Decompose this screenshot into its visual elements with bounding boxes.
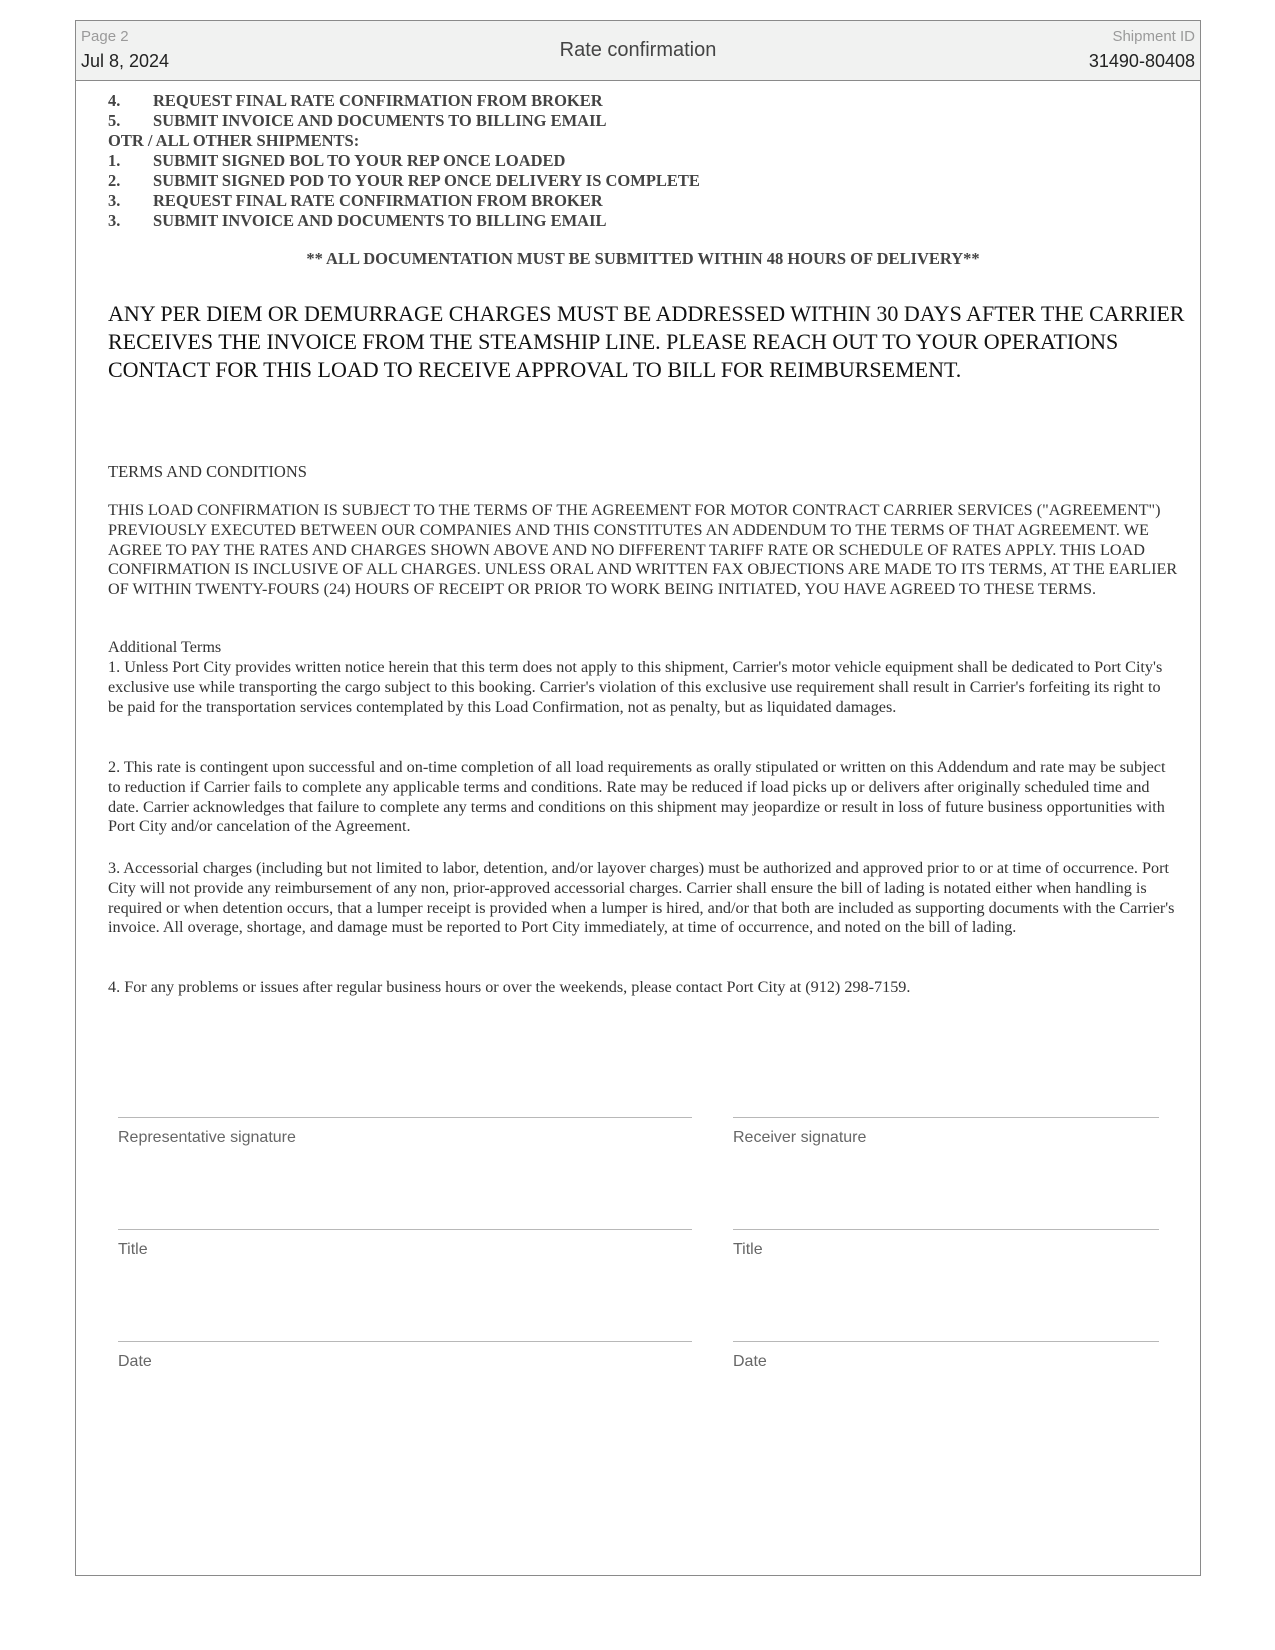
- receiver-signature-label: Receiver signature: [733, 1129, 867, 1146]
- representative-date-line[interactable]: [118, 1341, 692, 1342]
- document-date: Jul 8, 2024: [81, 51, 170, 71]
- step-item: 4. REQUEST FINAL RATE CONFIRMATION FROM BROKER: [108, 91, 603, 110]
- terms-body: THIS LOAD CONFIRMATION IS SUBJECT TO THE TERMS OF THE AGREEMENT FOR MOTOR CONTRACT CARRIER SERVICES ("AGREEMENT") PREVIOUSLY EXECUTED BETWEEN OUR COMPANIES AND THIS CONSTITUTES AN ADDENDUM TO THE TERMS OF THAT AGREEMENT. WE AGREE TO PAY THE RATES AND CHARGES SHOWN ABOVE AND NO DIFFERENT TARIFF RATE OR SCHEDULE OF RATES APPLY. THIS LOAD CONFIRMATION IS INCLUSIVE OF ALL CHARGES. UNLESS ORAL AND WRITTEN FAX OBJECTIONS ARE MADE TO ITS TERMS, AT THE EARLIER OF WITHIN TWENTY-FOURS (24) HOURS OF RECEIPT OR PRIOR TO WORK BEING INITIATED, YOU HAVE AGREED TO THESE TERMS.: [108, 501, 1178, 599]
- shipment-id: 31490-80408: [1088, 51, 1195, 71]
- step-item: 3. REQUEST FINAL RATE CONFIRMATION FROM BROKER: [108, 191, 603, 210]
- additional-term-4: 4. For any problems or issues after regular business hours or over the weekends, please contact Port City at (912) 298-7159.: [108, 978, 911, 996]
- representative-date-label: Date: [118, 1353, 152, 1370]
- additional-term-1: 1. Unless Port City provides written notice herein that this term does not apply to this shipment, Carrier's motor vehicle equipment shall be dedicated to Port City's exclusive use while transporting the cargo subject to this booking. Carrier's violation of this exclusive use requirement shall result in Carrier's forfeiting its right to be paid for the transportation services contemplated by this Load Confirmation, not as penalty, but as liquidated damages.: [108, 658, 1163, 716]
- terms-heading: TERMS AND CONDITIONS: [108, 462, 307, 481]
- header-right: [1089, 28, 1195, 73]
- otr-heading: OTR / ALL OTHER SHIPMENTS:: [108, 131, 360, 150]
- receiver-title-line[interactable]: [733, 1229, 1159, 1230]
- additional-terms-heading: Additional Terms: [108, 638, 222, 656]
- document-page: [75, 20, 1201, 1576]
- page-header: [76, 21, 1200, 81]
- representative-signature-label: Representative signature: [118, 1129, 296, 1146]
- additional-term-2: 2. This rate is contingent upon successful and on-time completion of all load requirements as orally stipulated or written on this Addendum and rate may be subject to reduction if Carrier fails to complete any applicable terms and conditions. Rate may be reduced if load picks up or delivers after originally scheduled time and date. Carrier acknowledges that failure to complete any terms and conditions on this shipment may jeopardize or result in loss of future business opportunities with Port City and/or cancelation of the Agreement.: [108, 758, 1166, 836]
- receiver-title-label: Title: [733, 1241, 763, 1258]
- step-item: 5. SUBMIT INVOICE AND DOCUMENTS TO BILLING EMAIL: [108, 111, 607, 130]
- additional-term-3: 3. Accessorial charges (including but not limited to labor, detention, and/or layover charges) must be authorized and approved prior to or at time of occurrence. Port City will not provide any reimbursement of any non, prior-approved accessorial charges. Carrier shall ensure the bill of lading is notated either when handling is required or when detention occurs, that a lumper receipt is provided when a lumper is hired, and/or that both are included as supporting documents with the Carrier's invoice. All overage, shortage, and damage must be reported to Port City immediately, at time of occurrence, and noted on the bill of lading.: [108, 859, 1175, 937]
- receiver-date-label: Date: [733, 1353, 767, 1370]
- representative-title-line[interactable]: [118, 1229, 692, 1230]
- representative-signature-line[interactable]: [118, 1117, 692, 1118]
- document-title: Rate confirmation: [559, 39, 717, 61]
- step-item: 2. SUBMIT SIGNED POD TO YOUR REP ONCE DELIVERY IS COMPLETE: [108, 171, 700, 190]
- shipment-id-label: Shipment ID: [1112, 28, 1195, 45]
- step-item: 3. SUBMIT INVOICE AND DOCUMENTS TO BILLING EMAIL: [108, 211, 607, 230]
- step-item: 1. SUBMIT SIGNED BOL TO YOUR REP ONCE LOADED: [108, 151, 566, 170]
- documentation-notice: ** ALL DOCUMENTATION MUST BE SUBMITTED WITHIN 48 HOURS OF DELIVERY**: [306, 249, 980, 268]
- page-number: Page 2: [81, 28, 129, 45]
- representative-title-label: Title: [118, 1241, 148, 1258]
- per-diem-notice: ANY PER DIEM OR DEMURRAGE CHARGES MUST BE ADDRESSED WITHIN 30 DAYS AFTER THE CARRIER RECEIVES THE INVOICE FROM THE STEAMSHIP LINE. PLEASE REACH OUT TO YOUR OPERATIONS CONTACT FOR THIS LOAD TO RECEIVE APPROVAL TO BILL FOR REIMBURSEMENT.: [108, 301, 1185, 382]
- receiver-date-line[interactable]: [733, 1341, 1159, 1342]
- receiver-signature-line[interactable]: [733, 1117, 1159, 1118]
